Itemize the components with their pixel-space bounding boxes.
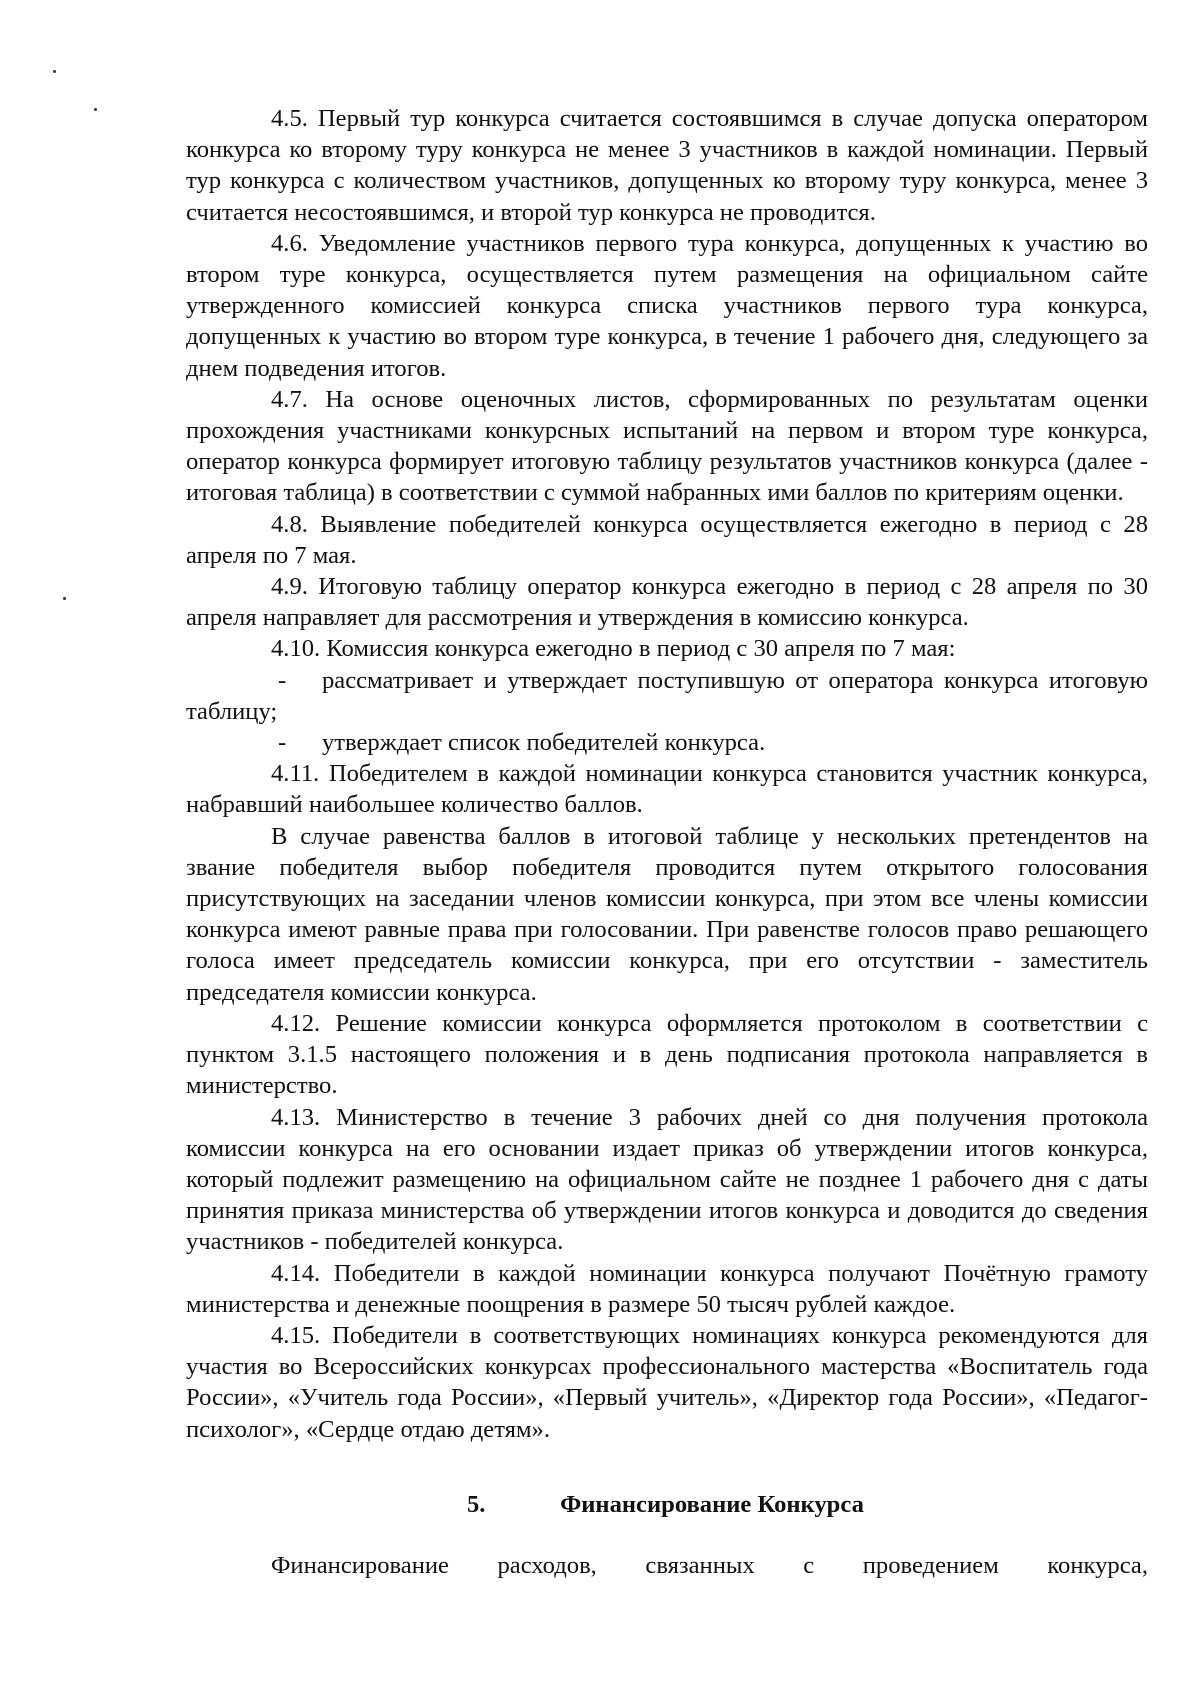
paragraph-4-12: 4.12. Решение комиссии конкурса оформляется протоколом в соответствии с пунктом 3.1.5 настоящего положения и в день подписания протокола направляется в министерство. bbox=[186, 1009, 1148, 1100]
scan-speck bbox=[63, 597, 66, 600]
document-body bbox=[186, 103, 1148, 1606]
scan-speck bbox=[94, 108, 97, 111]
paragraph-financing: Финансирование расходов, связанных с проведением конкурса, bbox=[271, 1551, 1148, 1579]
paragraph-4-7: 4.7. На основе оценочных листов, сформированных по результатам оценки прохождения участниками конкурсных испытаний на первом и втором туре конкурса, оператор конкурса формирует итоговую таблицу результатов участников конкурса (далее - итоговая таблица) в соответствии с суммой набранных ими баллов по критериям оценки. bbox=[186, 385, 1148, 507]
paragraph-4-5: 4.5. Первый тур конкурса считается состоявшимся в случае допуска оператором конкурса ко второму туру конкурса не менее 3 участников в каждой номинации. Первый тур конкурса с количеством участников, допущенных ко второму туру конкурса, менее 3 считается несостоявшимся, и второй тур конкурса не проводится. bbox=[186, 105, 1148, 226]
section-heading bbox=[186, 1489, 1148, 1520]
paragraph-4-13: 4.13. Министерство в течение 3 рабочих дней со дня получения протокола комиссии конкурса на его основании издает приказ об утверждении итогов конкурса, который подлежит размещению на официальном сайте не позднее 1 рабочего дня с даты принятия приказа министерства об утверждении итогов конкурса и доводится до сведения участников - победителей конкурса. bbox=[186, 1103, 1148, 1256]
list-item bbox=[186, 665, 1148, 727]
paragraph-4-8: 4.8. Выявление победителей конкурса осуществляется ежегодно в период с 28 апреля по 7 мая. bbox=[186, 510, 1148, 569]
paragraph-4-14: 4.14. Победители в каждой номинации конкурса получают Почётную грамоту министерства и денежные поощрения в размере 50 тысяч рублей каждое. bbox=[186, 1259, 1148, 1318]
scan-speck bbox=[53, 70, 56, 73]
paragraph-4-10: 4.10. Комиссия конкурса ежегодно в период с 30 апреля по 7 мая: bbox=[271, 635, 956, 663]
list-item-text: рассматривает и утверждает поступившую от оператора конкурса итоговую таблицу; bbox=[186, 666, 1148, 725]
paragraph-4-11: 4.11. Победителем в каждой номинации конкурса становится участник конкурса, набравший наибольшее количество баллов. bbox=[186, 760, 1148, 819]
list-marker: - bbox=[278, 666, 287, 694]
paragraph-4-9: 4.9. Итоговую таблицу оператор конкурса ежегодно в период с 28 апреля по 30 апреля направляет для рассмотрения и утверждения в комиссию конкурса. bbox=[186, 573, 1148, 632]
paragraph-tie-rule: В случае равенства баллов в итоговой таблице у нескольких претендентов на звание победителя выбор победителя проводится путем открытого голосования присутствующих на заседании членов комиссии конкурса, при этом все члены комиссии конкурса имеют равные права при голосовании. При равенстве голосов право решающего голоса имеет председатель комиссии конкурса, при его отсутствии - заместитель председателя комиссии конкурса. bbox=[186, 822, 1148, 1006]
section-number: 5. bbox=[467, 1490, 486, 1518]
paragraph-4-15: 4.15. Победители в соответствующих номинациях конкурса рекомендуются для участия во Всероссийских конкурсах профессионального мастерства «Воспитатель года России», «Учитель года России», «Первый учитель», «Директор года России», «Педагог-психолог», «Сердце отдаю детям». bbox=[186, 1321, 1148, 1443]
list-item-text: утверждает список победителей конкурса. bbox=[322, 729, 766, 757]
paragraph-4-6: 4.6. Уведомление участников первого тура конкурса, допущенных к участию во втором туре конкурса, осуществляется путем размещения на официальном сайте утвержденного комиссией конкурса списка участников первого тура конкурса, допущенных к участию во втором туре конкурса, в течение 1 рабочего дня, следующего за днем подведения итогов. bbox=[186, 229, 1148, 382]
list-marker: - bbox=[278, 729, 287, 757]
section-title: Финансирование Конкурса bbox=[560, 1490, 864, 1518]
list-item bbox=[186, 727, 1148, 758]
